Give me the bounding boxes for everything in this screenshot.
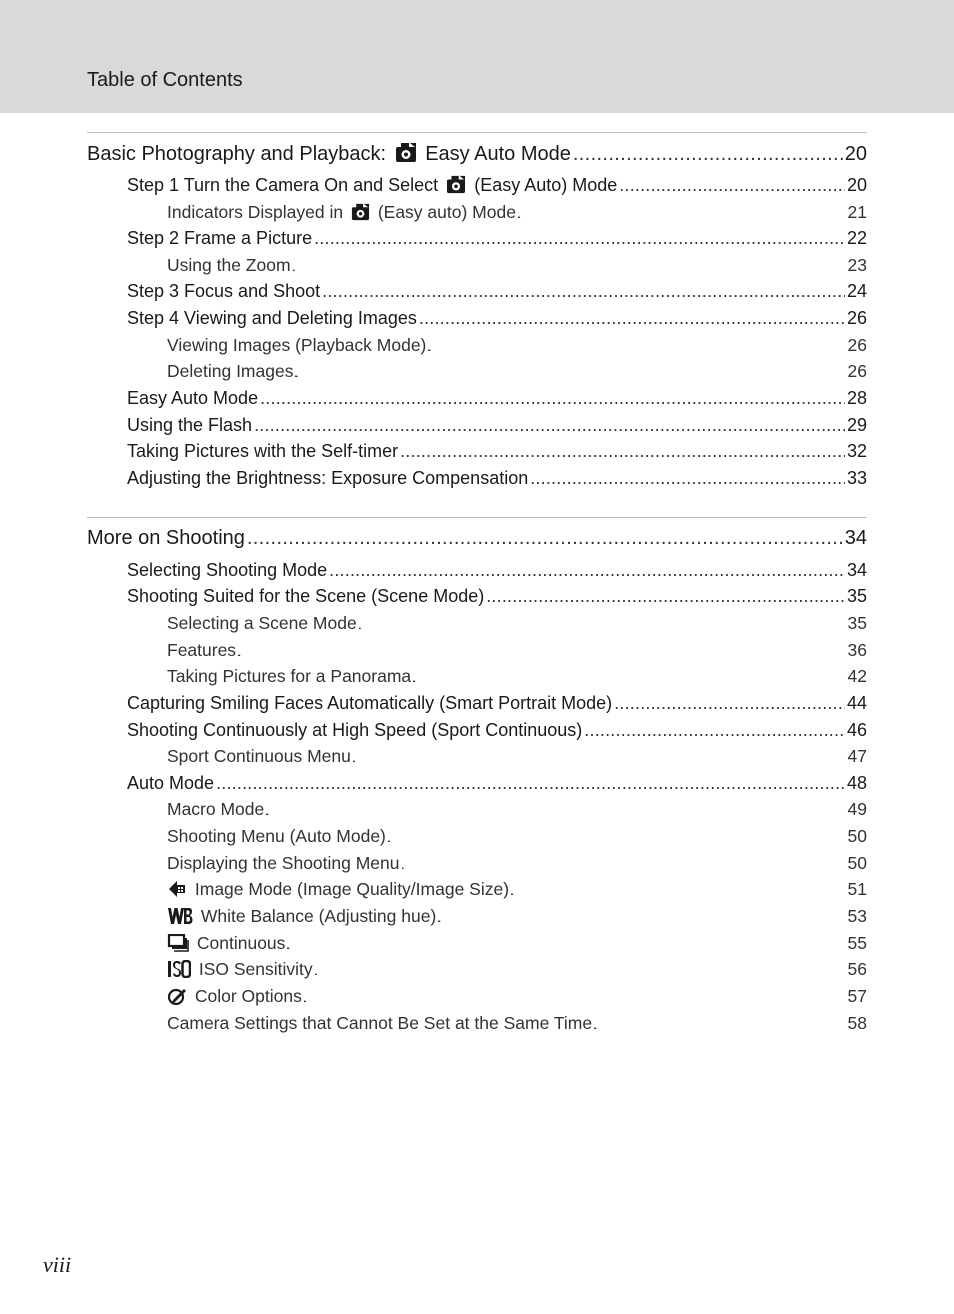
toc-entry[interactable] — [127, 560, 867, 581]
page-ref: 36 — [847, 640, 867, 660]
toc-entry-label: Viewing Images (Playback Mode) — [167, 335, 427, 355]
toc-entry-label: Image Mode (Image Quality/Image Size) — [194, 879, 510, 899]
dot-leader — [295, 368, 845, 380]
toc-entry-label: Step 4 Viewing and Deleting Images — [127, 308, 417, 328]
toc-entry-label: Selecting a Scene Mode — [167, 613, 357, 633]
page-ref: 33 — [846, 468, 867, 488]
toc-entry[interactable] — [127, 720, 867, 741]
toc-subentry[interactable] — [167, 746, 867, 767]
page-title: Table of Contents — [87, 69, 243, 91]
toc-entry-label: Shooting Continuously at High Speed (Sport Continuous) — [127, 720, 583, 740]
page-ref: 20 — [844, 143, 867, 165]
dot-leader — [573, 143, 843, 166]
toc-entry-label: Shooting Menu (Auto Mode) — [167, 826, 386, 846]
dot-leader — [238, 647, 845, 659]
toc-subentry[interactable] — [167, 361, 867, 382]
toc-entry-label: Continuous — [196, 933, 286, 953]
dot-leader — [594, 1020, 845, 1032]
page-ref: 57 — [847, 986, 867, 1006]
toc-entry-label: Indicators Displayed in — [167, 202, 344, 222]
dot-leader — [614, 693, 845, 714]
page-ref: 51 — [847, 879, 867, 899]
easy-auto-camera-icon — [351, 203, 370, 221]
page-ref: 21 — [847, 202, 867, 222]
dot-leader — [619, 175, 845, 196]
iso-icon — [167, 960, 191, 978]
page-ref: 44 — [846, 693, 867, 713]
dot-leader — [254, 415, 845, 436]
page-ref: 55 — [847, 933, 867, 953]
page-ref: 20 — [846, 175, 867, 195]
dot-leader — [315, 966, 846, 978]
page-ref: 23 — [847, 255, 867, 275]
dot-leader — [353, 753, 846, 765]
toc-subentry[interactable] — [167, 799, 867, 820]
page-ref: 42 — [847, 666, 867, 686]
toc-entry[interactable] — [127, 228, 867, 249]
easy-auto-camera-icon — [395, 142, 417, 163]
page-ref: 26 — [846, 308, 867, 328]
toc-entry-suffix: (Easy Auto) Mode — [474, 175, 618, 195]
toc-entry-label: More on Shooting — [87, 527, 245, 549]
toc-subentry[interactable] — [167, 335, 867, 356]
dot-leader — [438, 913, 845, 925]
page-ref: 34 — [844, 527, 867, 549]
toc-entry-label: Camera Settings that Cannot Be Set at the Same Time — [167, 1013, 593, 1033]
toc-entry-label: Step 1 Turn the Camera On and Select — [127, 175, 439, 195]
toc-entry-label: Basic Photography and Playback: — [87, 143, 387, 165]
toc-entry-label: Color Options — [194, 986, 302, 1006]
dot-leader — [584, 720, 845, 741]
dot-leader — [314, 228, 845, 249]
toc-entry[interactable] — [127, 468, 867, 489]
dot-leader — [266, 806, 845, 818]
dot-leader — [322, 281, 845, 302]
toc-entry[interactable] — [127, 388, 867, 409]
toc-entry-label: Easy Auto Mode — [127, 388, 259, 408]
header-band — [0, 0, 954, 113]
toc-entry-label: Step 3 Focus and Shoot — [127, 281, 321, 301]
continuous-icon — [167, 934, 189, 952]
page-number: viii — [43, 1252, 72, 1277]
toc-entry-label: Auto Mode — [127, 773, 215, 793]
toc-subentry[interactable] — [167, 613, 867, 634]
dot-leader — [413, 673, 845, 685]
toc-subentry[interactable] — [167, 986, 867, 1007]
page-ref: 32 — [846, 441, 867, 461]
page-ref: 50 — [847, 853, 867, 873]
page-ref: 49 — [847, 799, 867, 819]
section-divider — [87, 517, 867, 518]
toc-entry-label: Taking Pictures for a Panorama — [167, 666, 412, 686]
dot-leader — [247, 527, 843, 550]
page-ref: 26 — [847, 361, 867, 381]
dot-leader — [530, 468, 845, 489]
toc-entry-label: ISO Sensitivity — [198, 959, 313, 979]
page-ref: 35 — [846, 586, 867, 606]
page-ref: 24 — [846, 281, 867, 301]
toc-entry-label: Shooting Suited for the Scene (Scene Mode) — [127, 586, 485, 606]
toc-entry-suffix: Easy Auto Mode — [425, 143, 571, 165]
toc-subentry[interactable] — [167, 666, 867, 687]
toc-subentry[interactable] — [167, 826, 867, 847]
toc-subentry[interactable] — [167, 640, 867, 661]
dot-leader — [419, 308, 845, 329]
page-ref: 22 — [846, 228, 867, 248]
toc-section-heading[interactable] — [87, 527, 867, 550]
toc-entry-label: Using the Zoom — [167, 255, 291, 275]
page-ref: 35 — [847, 613, 867, 633]
dot-leader — [486, 586, 845, 607]
dot-leader — [287, 940, 845, 952]
toc-entry-label: Step 2 Frame a Picture — [127, 228, 313, 248]
toc-subentry[interactable] — [167, 255, 867, 276]
toc-entry-label: Macro Mode — [167, 799, 265, 819]
page-ref: 53 — [847, 906, 867, 926]
toc-entry[interactable] — [127, 415, 867, 436]
toc-entry[interactable] — [127, 308, 867, 329]
page-ref: 46 — [846, 720, 867, 740]
color-options-icon — [167, 987, 187, 1005]
toc-section-heading[interactable] — [87, 142, 867, 166]
toc-entry-label: Selecting Shooting Mode — [127, 560, 328, 580]
dot-leader — [304, 993, 846, 1005]
toc-entry-label: Capturing Smiling Faces Automatically (Smart Portrait Mode) — [127, 693, 613, 713]
toc-entry-suffix: (Easy auto) Mode — [377, 202, 516, 222]
image-mode-icon — [167, 880, 187, 898]
dot-leader — [511, 886, 845, 898]
toc-entry-label: Displaying the Shooting Menu — [167, 853, 400, 873]
section-divider — [87, 132, 867, 133]
dot-leader — [293, 262, 846, 274]
page-ref: 47 — [847, 746, 867, 766]
page-ref: 29 — [846, 415, 867, 435]
dot-leader — [216, 773, 845, 794]
toc-entry-label: Features — [167, 640, 237, 660]
page-ref: 50 — [847, 826, 867, 846]
toc-subentry[interactable] — [167, 906, 867, 927]
toc-subentry[interactable] — [167, 202, 867, 223]
page-ref: 28 — [846, 388, 867, 408]
toc-subentry[interactable] — [167, 933, 867, 954]
dot-leader — [402, 860, 846, 872]
toc-entry[interactable] — [127, 586, 867, 607]
toc-entry[interactable] — [127, 773, 867, 794]
white-balance-icon — [167, 907, 193, 925]
page-ref: 58 — [847, 1013, 867, 1033]
dot-leader — [329, 560, 845, 581]
toc-entry-label: White Balance (Adjusting hue) — [200, 906, 437, 926]
toc-entry-label: Using the Flash — [127, 415, 253, 435]
toc-subentry[interactable] — [167, 959, 867, 980]
toc-entry-label: Deleting Images — [167, 361, 294, 381]
toc-subentry[interactable] — [167, 1013, 867, 1034]
toc-entry-label: Taking Pictures with the Self-timer — [127, 441, 399, 461]
dot-leader — [260, 388, 845, 409]
toc-subentry[interactable] — [167, 853, 867, 874]
toc-subentry[interactable] — [167, 879, 867, 900]
toc-entry[interactable] — [127, 175, 867, 196]
toc-entry-label: Adjusting the Brightness: Exposure Compensation — [127, 468, 529, 488]
page-ref: 56 — [847, 959, 867, 979]
toc-entry[interactable] — [127, 281, 867, 302]
dot-leader — [428, 342, 845, 354]
page-ref: 34 — [846, 560, 867, 580]
page-ref: 48 — [846, 773, 867, 793]
toc-entry-label: Sport Continuous Menu — [167, 746, 351, 766]
dot-leader — [388, 833, 846, 845]
toc-entry[interactable] — [127, 441, 867, 462]
page-ref: 26 — [847, 335, 867, 355]
dot-leader — [359, 620, 846, 632]
dot-leader — [518, 209, 846, 221]
easy-auto-camera-icon — [446, 175, 466, 194]
toc-entry[interactable] — [127, 693, 867, 714]
dot-leader — [400, 441, 845, 462]
